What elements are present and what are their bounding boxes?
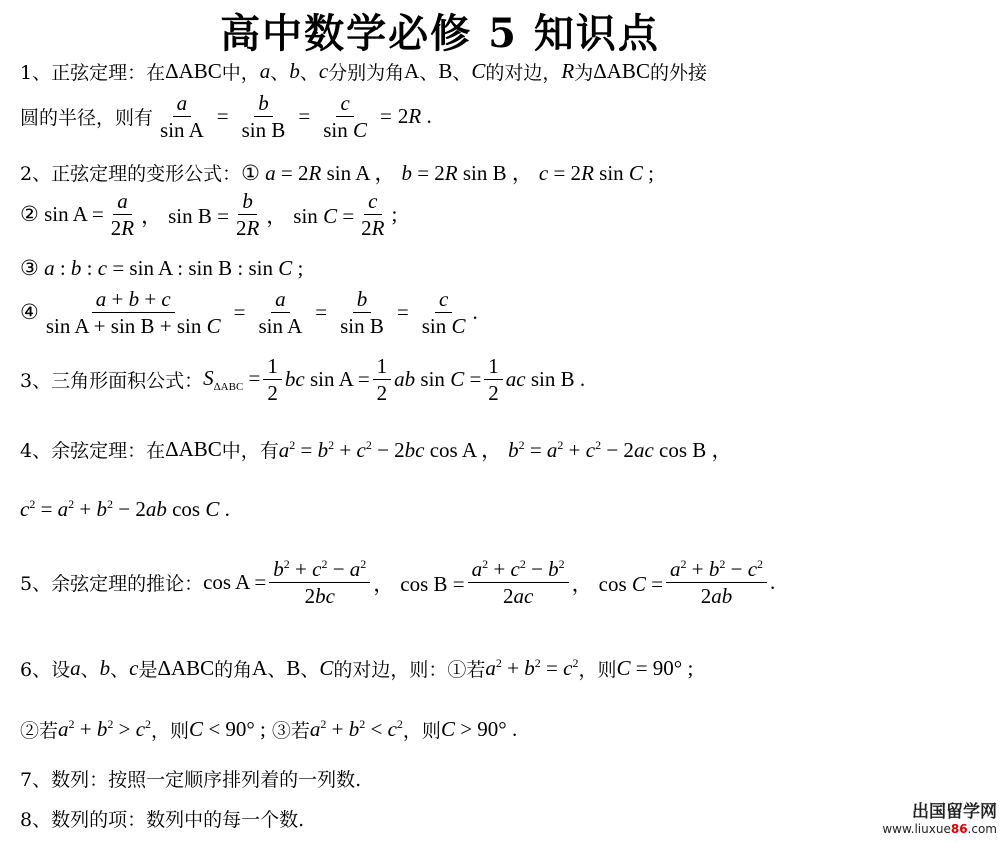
fraction: $\frac{a}{\text{sin A}}$ [258,287,303,339]
fraction: $\frac{a^2 + b^2 - c^2}{2ab}$ [666,558,767,607]
item-6-line-2: ②若 $a^2 + b^2 > c^2$ ，则 C < 90° ; ③若 $a^2 + b^2 < c^2$ ，则 C > 90° . [20,717,518,742]
fraction: $\frac{a + b + c}{\text{sin A + sin B + sin C}}$ [45,287,221,339]
item-8: 8、数列的项：数列中的每一个数. [20,809,305,831]
item-7: 7、数列：按照一定顺序排列着的一列数. [20,769,362,791]
fraction: $\frac{b^2 + c^2 - a^2}{2bc}$ [269,558,370,607]
fraction: $\frac{1}{2}$ [484,355,503,404]
watermark-logo: 出国留学网 www.liuxue86.com [882,802,997,836]
item-2-line-2: ② sin A = $\frac{a}{2R}$ ， sin B = $\frac{b}{2R}$ ， sin C = $\frac{c}{2R}$ ; [20,189,398,241]
fraction: $\frac{a}{\text{sin A}}$ [160,91,204,143]
item-2-line-3: ③ a : b : c = sin A : sin B : sin C ; [20,256,304,280]
fraction: $\frac{a}{2R}$ [110,189,135,241]
fraction: $\frac{c}{\text{sin C}}$ [421,287,466,339]
item-6-line-1: 6、设 a 、 b 、 c 是 ΔABC 的角 A 、 B 、 C 的对边，则：①若 $a^2 + b^2 = c^2$ ，则 C = 90° ; [20,656,694,681]
item-4-line-2: $c^2 = a^2 + b^2 - 2ab$ cos C . [20,497,230,521]
fraction: $\frac{1}{2}$ [373,355,392,404]
item-4-line-1: 4、余弦定理：在 ΔABC 中，有 $a^2 = b^2 + c^2 - 2bc$ cos A ， $b^2 = a^2 + c^2 - 2ac$ cos B ， [20,436,733,462]
item-2-line-4: ④ $\frac{a + b + c}{\text{sin A + sin B + sin C}}$ = $\frac{a}{\text{sin A}}$ = $\frac{b}{\text{sin B}}$ = $\frac{c}{\text{sin C}}$ . [20,287,478,339]
item-2-line-1: 2、正弦定理的变形公式： ① a = 2R sin A ， b = 2R sin B ， c = 2R sin C ; [20,161,655,185]
fraction: $\frac{b}{2R}$ [235,189,260,241]
item-5: 5、余弦定理的推论： cos A = $\frac{b^2 + c^2 - a^2}{2bc}$ ， cos B = $\frac{a^2 + c^2 - b^2}{2ac}$ ， cos C = $\frac{a^2 + b^2 - c^2}{2ab}$ . [20,557,776,609]
page-title: 高中数学必修 5 知识点 [220,10,660,57]
item-1-line-1: 1、正弦定理：在 ΔABC 中， a 、 b 、 c 分别为角 A 、 B 、 C 的对边， R 为 ΔABC 的外接 [20,59,707,84]
fraction: $\frac{1}{2}$ [263,355,282,404]
fraction: $\frac{b}{\text{sin B}}$ [340,287,384,339]
fraction: $\frac{b}{\text{sin B}}$ [241,91,286,143]
item-3: 3、三角形面积公式： $S_{\Delta ABC}$ = $\frac{1}{2}$ bc sin A = $\frac{1}{2}$ ab sin C = $\frac{1}{2}$ ac sin B . [20,354,586,406]
fraction: $\frac{a^2 + c^2 - b^2}{2ac}$ [468,558,569,607]
fraction: $\frac{c}{\text{sin C}}$ [323,91,368,143]
fraction: $\frac{c}{2R}$ [361,189,385,241]
item-1-line-2: 圆的半径，则有 $\frac{a}{\text{sin A}}$ = $\frac{b}{\text{sin B}}$ = $\frac{c}{\text{sin C}}$ = 2R . [20,91,432,143]
